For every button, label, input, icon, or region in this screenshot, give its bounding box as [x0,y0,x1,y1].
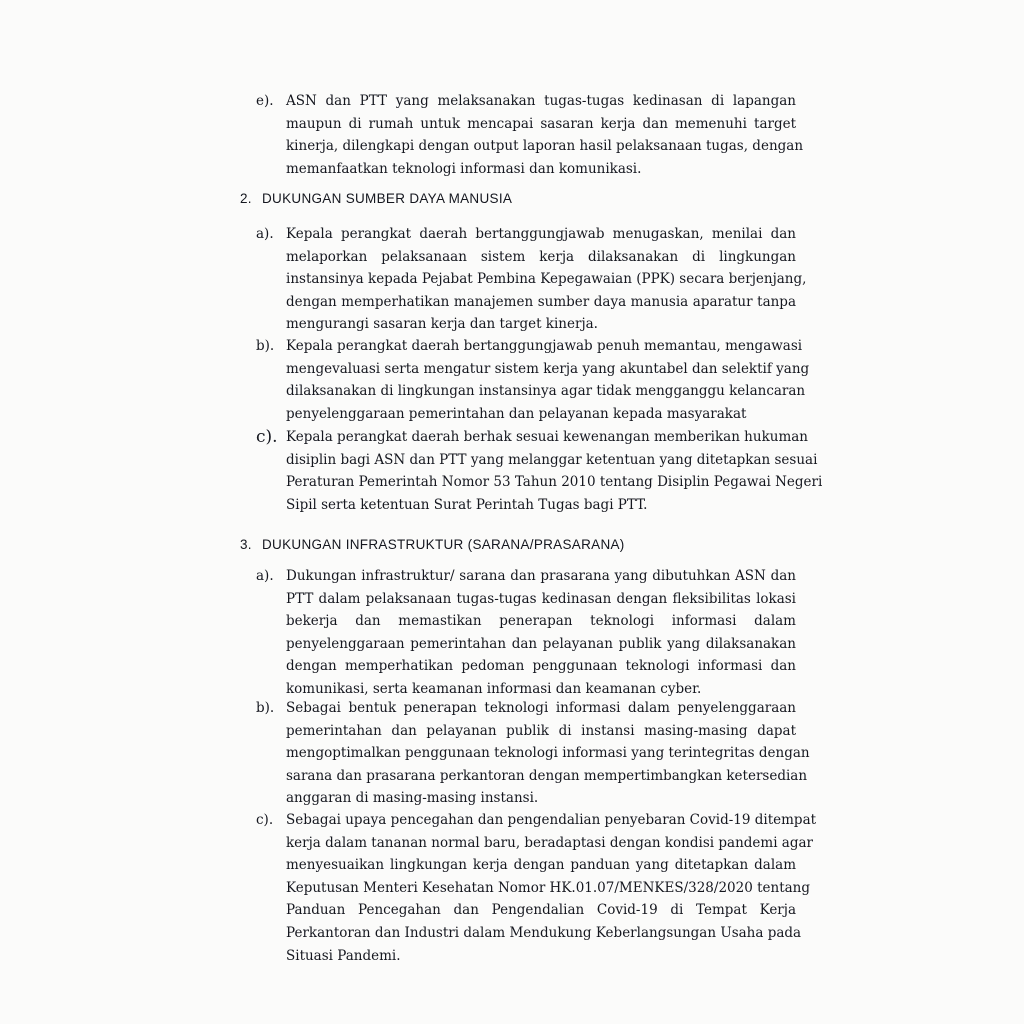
text-line: Kepala perangkat daerah bertanggungjawab penuh memantau, mengawasi [286,338,803,354]
item-body [286,565,796,701]
text-line: Keputusan Menteri Kesehatan Nomor HK.01.07/MENKES/328/2020 tentang [286,879,811,896]
section-number: 2. [240,191,252,206]
item-body [286,90,804,180]
text-line: Kepala perangkat daerah berhak sesuai kewenangan memberikan hukuman [286,429,808,445]
text-line: PTT dalam pelaksanaan tugas-tugas kedinasan dengan fleksibilitas lokasi [286,590,796,607]
section-heading-2 [240,191,512,206]
text-line: anggaran di masing-masing instansi. [286,790,539,807]
text-line: mengevaluasi serta mengatur sistem kerja yang akuntabel dan selektif yang [286,360,810,377]
text-line: instansinya kepada Pejabat Pembina Kepegawaian (PPK) secara berjenjang, [286,271,807,288]
text-line: sarana dan prasarana perkantoran dengan mempertimbangkan ketersedian [286,767,808,784]
text-line: bekerja dan memastikan penerapan teknologi informasi dalam [286,613,796,630]
text-line: ASN dan PTT yang melaksanakan tugas-tugas kedinasan di lapangan [286,93,796,109]
text-line: dilaksanakan di lingkungan instansinya agar tidak mengganggu kelancaran [286,383,806,400]
text-line: penyelenggaraan pemerintahan dan pelayanan kepada masyarakat [286,405,747,422]
section-number: 3. [240,537,252,552]
text-line: menyesuaikan lingkungan kerja dengan panduan yang ditetapkan dalam [286,857,796,874]
text-line: Situasi Pandemi. [286,947,401,964]
text-line: memanfaatkan teknologi informasi dan komunikasi. [286,160,642,177]
item-letter: e). [256,93,274,109]
item-letter: a). [256,226,274,242]
item-letter: c). [256,427,278,447]
text-line: komunikasi, serta keamanan informasi dan keamanan cyber. [286,680,702,697]
section-heading-3 [240,537,625,552]
text-line: penyelenggaraan pemerintahan dan pelayanan publik yang dilaksanakan [286,635,796,652]
item-letter: c). [256,812,274,828]
text-line: dengan memperhatikan manajemen sumber daya manusia aparatur tanpa [286,293,796,310]
text-line: melaporkan pelaksanaan sistem kerja dilaksanakan di lingkungan [286,248,796,265]
section-title: DUKUNGAN INFRASTRUKTUR (SARANA/PRASARANA) [262,537,625,552]
text-line: maupun di rumah untuk mencapai sasaran kerja dan memenuhi target [286,115,796,132]
text-line: kerja dalam tananan normal baru, beradaptasi dengan kondisi pandemi agar [286,834,813,851]
item-body [286,335,810,425]
section-title: DUKUNGAN SUMBER DAYA MANUSIA [262,191,513,206]
text-line: mengoptimalkan penggunaan teknologi informasi yang terintegritas dengan [286,745,810,762]
text-line: Sebagai bentuk penerapan teknologi informasi dalam penyelenggaraan [286,700,796,716]
text-line: Panduan Pencegahan dan Pengendalian Covid-19 di Tempat Kerja [286,902,796,919]
text-line: Kepala perangkat daerah bertanggungjawab menugaskan, menilai dan [286,226,796,242]
text-line: Sebagai upaya pencegahan dan pengendalian penyebaran Covid-19 ditempat [286,812,817,828]
text-line: Perkantoran dan Industri dalam Mendukung Keberlangsungan Usaha pada [286,924,802,941]
item-body [286,697,810,810]
text-line: Peraturan Pemerintah Nomor 53 Tahun 2010 tentang Disiplin Pegawai Negeri [286,474,823,491]
text-line: Sipil serta ketentuan Surat Perintah Tugas bagi PTT. [286,496,648,513]
text-line: disiplin bagi ASN dan PTT yang melanggar ketentuan yang ditetapkan sesuai [286,451,818,468]
text-line: kinerja, dilengkapi dengan output laporan hasil pelaksanaan tugas, dengan [286,138,804,155]
item-body [286,809,817,967]
item-body [286,223,807,336]
item-letter: a). [256,568,274,584]
text-line: pemerintahan dan pelayanan publik di instansi masing-masing dapat [286,722,796,739]
text-line: mengurangi sasaran kerja dan target kinerja. [286,316,598,333]
item-letter: b). [256,700,275,716]
text-line: Dukungan infrastruktur/ sarana dan prasarana yang dibutuhkan ASN dan [286,568,796,584]
item-body [286,426,823,516]
item-letter: b). [256,338,275,354]
text-line: dengan memperhatikan pedoman penggunaan teknologi informasi dan [286,658,796,675]
